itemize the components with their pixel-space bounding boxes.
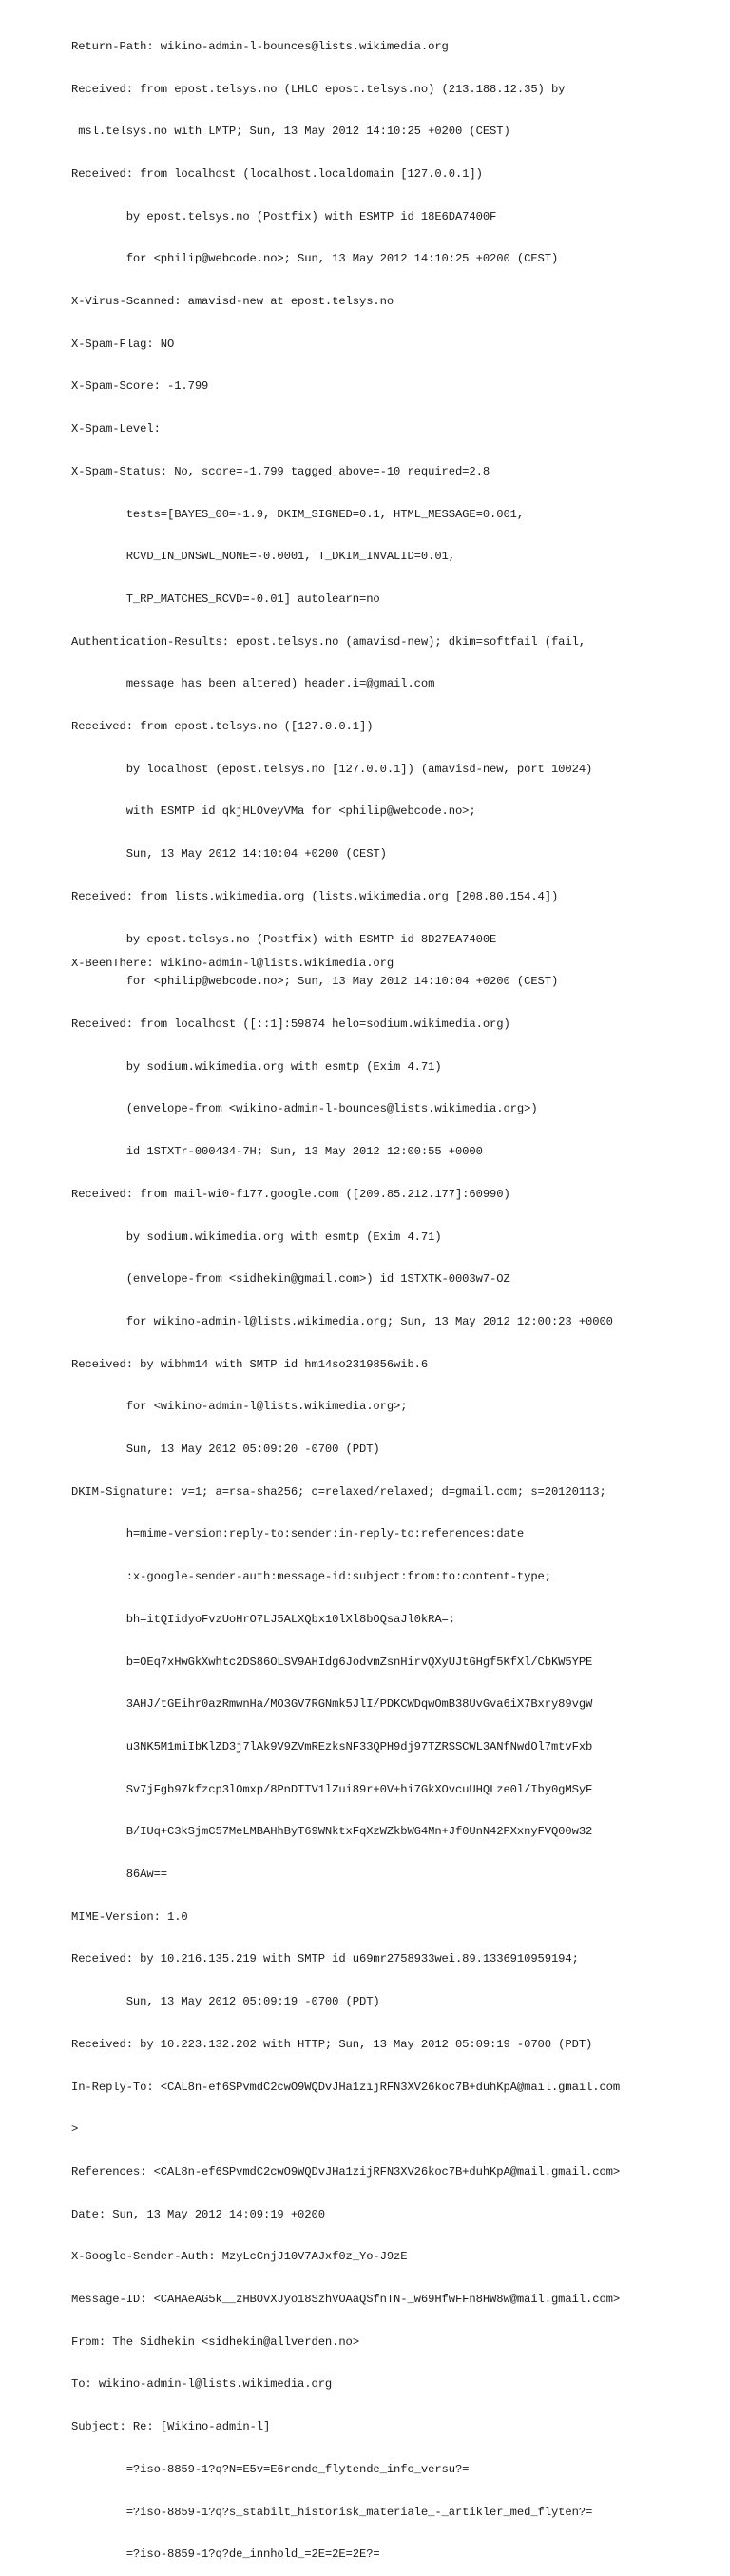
header-line: In-Reply-To: <CAL8n-ef6SPvmdC2cwO9WQDvJHa1zijRFN3XV26koc7B+duhKpA@mail.gmail.com — [71, 2080, 621, 2094]
header-line: =?iso-8859-1?q?N=E5v=E6rende_flytende_info_versu?= — [71, 2462, 470, 2476]
header-line: id 1STXTr-000434-7H; Sun, 13 May 2012 12:00:55 +0000 — [71, 1145, 483, 1159]
header-line: Received: from epost.telsys.no (LHLO epost.telsys.no) (213.188.12.35) by — [71, 82, 566, 96]
header-line: for <wikino-admin-l@lists.wikimedia.org>; — [71, 1400, 408, 1414]
header-line: by sodium.wikimedia.org with esmtp (Exim 4.71) — [71, 1230, 442, 1244]
header-line: Message-ID: <CAHAeAG5k__zHBOvXJyo18SzhVOAaQSfnTN-_w69HfwFFn8HW8w@mail.gmail.com> — [71, 2293, 621, 2307]
header-line: 3AHJ/tGEihr0azRmwnHa/MO3GV7RGNmk5JlI/PDKCWDqwOmB38UvGva6iX7Bxry89vgW — [71, 1697, 593, 1712]
header-line: Date: Sun, 13 May 2012 14:09:19 +0200 — [71, 2207, 325, 2221]
header-line: for <philip@webcode.no>; Sun, 13 May 2012 14:10:04 +0200 (CEST) — [71, 975, 559, 989]
header-line: To: wikino-admin-l@lists.wikimedia.org — [71, 2377, 333, 2392]
header-line: by epost.telsys.no (Postfix) with ESMTP id 8D27EA7400E — [71, 932, 497, 946]
header-line: by epost.telsys.no (Postfix) with ESMTP id 18E6DA7400F — [71, 209, 497, 223]
header-line: Received: by 10.223.132.202 with HTTP; Sun, 13 May 2012 05:09:19 -0700 (PDT) — [71, 2037, 593, 2051]
header-line: Authentication-Results: epost.telsys.no (amavisd-new); dkim=softfail (fail, — [71, 634, 586, 649]
header-line: =?iso-8859-1?q?de_innhold_=2E=2E=2E?= — [71, 2547, 380, 2562]
header-line: > — [71, 2122, 79, 2137]
header-line: bh=itQIidyoFvzUoHrO7LJ5ALXQbx10lXl8bOQsaJl0kRA=; — [71, 1612, 455, 1626]
header-line: Received: from epost.telsys.no ([127.0.0.1]) — [71, 720, 374, 734]
header-line: Sv7jFgb97kfzcp3lOmxp/8PnDTTV1lZui89r+0V+hi7GkXOvcuUHQLze0l/Iby0gMSyF — [71, 1782, 593, 1796]
header-line: Sun, 13 May 2012 14:10:04 +0200 (CEST) — [71, 847, 387, 862]
header-line: for wikino-admin-l@lists.wikimedia.org; Sun, 13 May 2012 12:00:23 +0000 — [71, 1314, 613, 1328]
header-line: (envelope-from <sidhekin@gmail.com>) id 1STXTK-0003w7-OZ — [71, 1272, 510, 1287]
x-beenthere-header: X-BeenThere: wikino-admin-l@lists.wikimedia.org — [71, 957, 394, 970]
header-line: Received: by 10.216.135.219 with SMTP id u69mr2758933wei.89.1336910959194; — [71, 1952, 579, 1966]
header-line: Subject: Re: [Wikino-admin-l] — [71, 2420, 271, 2434]
header-line: (envelope-from <wikino-admin-l-bounces@lists.wikimedia.org>) — [71, 1102, 538, 1116]
header-line: with ESMTP id qkjHLOveyVMa for <philip@webcode.no>; — [71, 804, 476, 819]
header-line: Received: from localhost (localhost.localdomain [127.0.0.1]) — [71, 166, 483, 181]
header-line: Received: from lists.wikimedia.org (lists.wikimedia.org [208.80.154.4]) — [71, 889, 559, 903]
header-line: X-Spam-Flag: NO — [71, 337, 175, 351]
header-line: Sun, 13 May 2012 05:09:19 -0700 (PDT) — [71, 1995, 380, 2009]
header-line: u3NK5M1miIbKlZD3j7lAk9V9ZVmREzksNF33QPH9dj97TZRSSCWL3ANfNwdOl7mtvFxb — [71, 1739, 593, 1753]
header-line: Sun, 13 May 2012 05:09:20 -0700 (PDT) — [71, 1443, 380, 1457]
header-line: tests=[BAYES_00=-1.9, DKIM_SIGNED=0.1, HTML_MESSAGE=0.001, — [71, 507, 525, 521]
header-line: 86Aw== — [71, 1868, 167, 1882]
header-line: Received: by wibhm14 with SMTP id hm14so2319856wib.6 — [71, 1357, 429, 1371]
header-line: T_RP_MATCHES_RCVD=-0.01] autolearn=no — [71, 591, 380, 606]
header-line: X-Virus-Scanned: amavisd-new at epost.telsys.no — [71, 295, 394, 309]
header-line: B/IUq+C3kSjmC57MeLMBAHhByT69WNktxFqXzWZkbWG4Mn+Jf0UnN42PXxnyFVQ00w32 — [71, 1825, 593, 1839]
header-line: MIME-Version: 1.0 — [71, 1909, 188, 1924]
header-line: X-Google-Sender-Auth: MzyLcCnjJ10V7AJxf0z_Yo-J9zE — [71, 2250, 408, 2264]
header-line: References: <CAL8n-ef6SPvmdC2cwO9WQDvJHa1zijRFN3XV26koc7B+duhKpA@mail.gmail.com> — [71, 2164, 621, 2179]
header-line: msl.telsys.no with LMTP; Sun, 13 May 2012 14:10:25 +0200 (CEST) — [71, 125, 510, 139]
header-line: From: The Sidhekin <sidhekin@allverden.no> — [71, 2334, 359, 2349]
header-line: X-Spam-Score: -1.799 — [71, 379, 209, 394]
header-line: h=mime-version:reply-to:sender:in-reply-to:references:date — [71, 1527, 525, 1541]
header-line: DKIM-Signature: v=1; a=rsa-sha256; c=relaxed/relaxed; d=gmail.com; s=20120113; — [71, 1484, 606, 1499]
header-line: RCVD_IN_DNSWL_NONE=-0.0001, T_DKIM_INVALID=0.01, — [71, 550, 455, 564]
header-line: Received: from mail-wi0-f177.google.com ([209.85.212.177]:60990) — [71, 1187, 510, 1201]
header-line: message has been altered) header.i=@gmail.com — [71, 677, 435, 691]
header-line: by localhost (epost.telsys.no [127.0.0.1]) (amavisd-new, port 10024) — [71, 762, 593, 776]
header-line: b=OEq7xHwGkXwhtc2DS86OLSV9AHIdg6JodvmZsnHirvQXyUJtGHgf5KfXl/CbKW5YPE — [71, 1655, 593, 1669]
header-line: Received: from localhost ([::1]:59874 helo=sodium.wikimedia.org) — [71, 1017, 510, 1031]
header-line: for <philip@webcode.no>; Sun, 13 May 2012 14:10:25 +0200 (CEST) — [71, 252, 559, 266]
email-header-block — [71, 11, 727, 2576]
header-line: X-Spam-Level: — [71, 422, 161, 436]
header-line: Return-Path: wikino-admin-l-bounces@lists.wikimedia.org — [71, 39, 449, 53]
header-line: :x-google-sender-auth:message-id:subject:from:to:content-type; — [71, 1570, 551, 1584]
header-line: X-Spam-Status: No, score=-1.799 tagged_above=-10 required=2.8 — [71, 464, 490, 478]
header-line: =?iso-8859-1?q?s_stabilt_historisk_materiale_-_artikler_med_flyten?= — [71, 2505, 593, 2519]
header-line: by sodium.wikimedia.org with esmtp (Exim 4.71) — [71, 1059, 442, 1074]
